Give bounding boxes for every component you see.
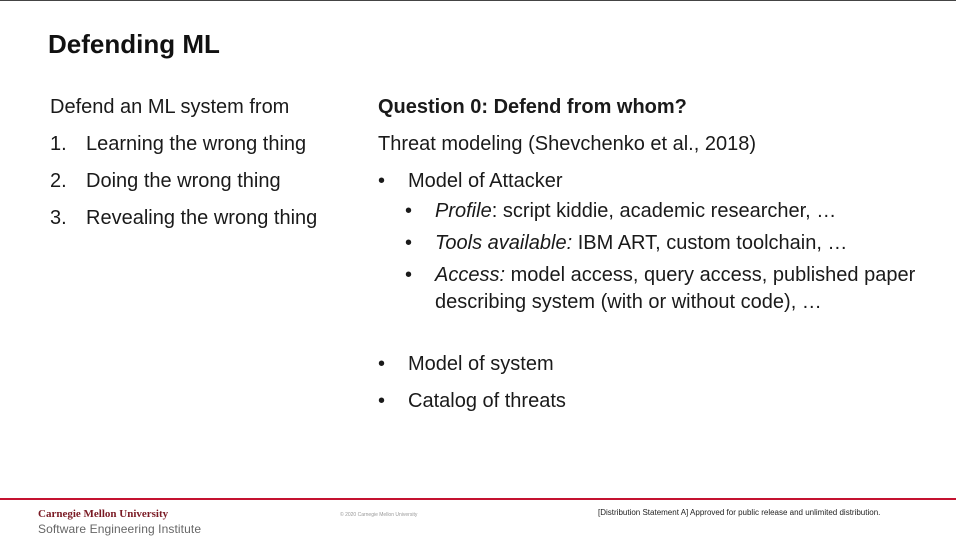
distribution-statement: [Distribution Statement A] Approved for public release and unlimited distribution. [598,508,881,517]
right-column [378,94,938,418]
numbered-item [50,168,350,205]
threat-modeling-subtitle: Threat modeling (Shevchenko et al., 2018) [378,133,756,155]
question-heading: Question 0: Defend from whom? [378,96,687,118]
item-text: Revealing the wrong thing [86,207,318,229]
item-number: 1. [50,133,67,155]
item-number: 2. [50,170,67,192]
bullet-model-of-attacker [378,168,938,198]
sub-bullet-text: IBM ART, custom toolchain, … [572,232,848,254]
copyright-text: © 2020 Carnegie Mellon University [340,512,418,518]
sub-bullet-content [435,262,935,351]
sub-bullet-text: model access, query access, published paper describing system (with or without code), … [435,264,916,313]
bullet-dot: • [378,170,386,192]
bullet-text: Model of Attacker [408,170,563,192]
institute-name: Software Engineering Institute [38,522,202,536]
bullet-dot: • [405,200,413,222]
sub-bullet-tools [378,230,938,262]
item-number: 3. [50,207,67,229]
bullet-text: Model of system [408,353,554,375]
sub-bullet-label: Access: [435,264,506,286]
numbered-item [50,205,350,242]
item-text: Learning the wrong thing [86,133,307,155]
sub-bullet-label: Tools available: [435,232,573,254]
bullet-catalog-of-threats [378,388,938,418]
sub-bullet-access [378,262,938,351]
bullet-dot: • [378,390,386,412]
footer-divider [0,498,956,500]
slide-title: Defending ML [48,29,220,59]
bullet-text: Catalog of threats [408,390,566,412]
bullet-dot: • [405,232,413,254]
sub-bullet-label: Profile [435,200,492,222]
sub-bullet-profile [378,198,938,230]
item-text: Doing the wrong thing [86,170,281,192]
sub-bullet-content [435,230,935,262]
bullet-model-of-system [378,351,938,388]
university-logo-text: Carnegie Mellon University [38,508,169,520]
sub-bullet-content [435,198,935,230]
numbered-item [50,131,350,168]
bullet-dot: • [405,264,413,286]
left-column [50,94,350,242]
sub-bullet-text: : script kiddie, academic researcher, … [491,200,837,222]
bullet-dot: • [378,353,386,375]
left-intro: Defend an ML system from [50,96,290,118]
